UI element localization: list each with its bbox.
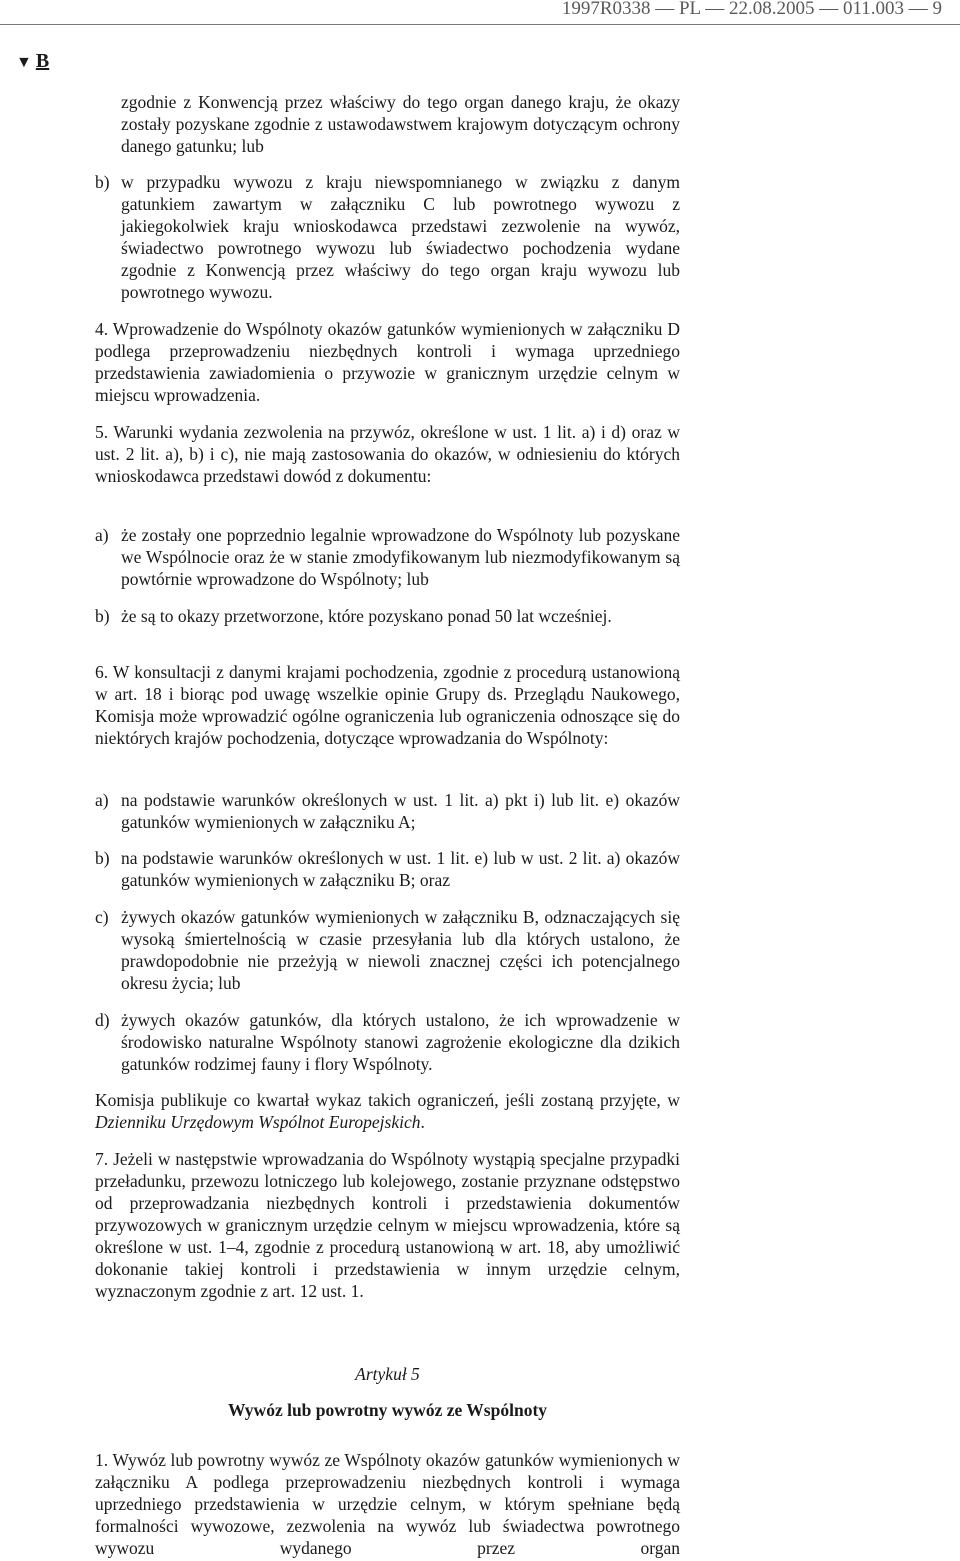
amendment-marker — [16, 50, 49, 73]
document-reference: 1997R0338 — PL — 22.08.2005 — 011.003 — 9 — [561, 0, 942, 19]
list-item-6d — [95, 1009, 680, 1075]
paragraph-4: 4. Wprowadzenie do Wspólnoty okazów gatunków wymienionych w załączniku D podlega przeprowadzeniu niezbędnych kontroli i wymaga uprzedniego przedstawienia zawiadomienia o przywozie w granicznym urzędzie celnym w miejscu wprowadzenia. — [95, 319, 680, 405]
list-label: a) — [95, 790, 109, 810]
paragraph-7: 7. Jeżeli w następstwie wprowadzania do Wspólnoty wystąpią specjalne przypadki przeładunku, przewozu lotniczego lub kolejowego, zostanie przyznane odstępstwo od przeprowadzania niezbędnych kontroli i przedstawienia dokumentów przywozowych w granicznym urzędzie celnym w miejscu wprowadzenia, które są określone w ust. 1–4, zgodnie z procedurą ustanowioną w art. 18, aby umożliwić dokonanie takiej kontroli i przedstawienia w innym urzędzie celnym, wyznaczonym zgodnie z art. 12 ust. 1. — [95, 1149, 680, 1301]
triangle-down-icon: ▼ — [16, 54, 32, 71]
page-header — [0, 0, 960, 26]
list-text: żywych okazów gatunków, dla których ustalono, że ich wprowadzenie w środowisko naturalne Wspólnoty stanowi zagrożenie ekologiczne dla dzikich gatunków rodzimej fauny i flory Wspólnoty. — [121, 1010, 680, 1074]
article-5-paragraph-1: 1. Wywóz lub powrotny wywóz ze Wspólnoty okazów gatunków wymienionych w załączniku A podlega przeprowadzeniu niezbędnych kontroli i wymaga uprzedniego przedstawienia w urzędzie celnym, w którym spełniane będą formalności wywozowe, zezwolenia na wywóz lub świadectwa powrotnego wywozu wydanego przez organ — [95, 1450, 680, 1558]
paragraph-5: 5. Warunki wydania zezwolenia na przywóz, określone w ust. 1 lit. a) i d) oraz w ust. 2 lit. a), b) i c), nie mają zastosowania do okazów, w odniesieniu do których wnioskodawca przedstawi dowód z dokumentu: — [95, 422, 680, 486]
list-label: b) — [95, 848, 110, 868]
list-item-5a — [95, 524, 680, 590]
list-item-b — [95, 171, 680, 303]
list-item-6c — [95, 906, 680, 994]
list-text: w przypadku wywozu z kraju niewspomnianego w związku z danym gatunkiem zawartym w załączniku C lub powrotnego wywozu z jakiegokolwiek kraju wnioskodawca przedstawi zezwolenie na wywóz, świadectwo powrotnego wywozu lub świadectwo pochodzenia wydane zgodnie z Konwencją przez właściwy do tego organ kraju wywozu lub powrotnego wywozu. — [121, 172, 680, 302]
journal-title: Dzienniku Urzędowym Wspólnot Europejskich — [95, 1112, 421, 1132]
header-rule — [0, 24, 960, 25]
list-text: żywych okazów gatunków wymienionych w załączniku B, odznaczających się wysoką śmiertelnością w czasie przesyłania lub dla których ustalono, że prawdopodobnie nie przeżyją w niewoli znacznej części ich potencjalnego okresu życia; lub — [121, 907, 680, 993]
list-label: b) — [95, 606, 110, 626]
list-text: na podstawie warunków określonych w ust. 1 lit. a) pkt i) lub lit. e) okazów gatunków wymienionych w załączniku A; — [121, 790, 680, 832]
list-label: a) — [95, 525, 109, 545]
publication-end: . — [420, 1112, 425, 1132]
commission-publication-paragraph — [95, 1089, 680, 1133]
paragraph-6: 6. W konsultacji z danymi krajami pochodzenia, zgodnie z procedurą ustanowioną w art. 18 i biorąc pod uwagę wszelkie opinie Grupy ds. Przeglądu Naukowego, Komisja może wprowadzić ogólne ograniczenia lub ograniczenia odnoszące się do niektórych krajów pochodzenia, dotyczące wprowadzania do Wspólnoty: — [95, 662, 680, 748]
list-item-6b — [95, 847, 680, 891]
list-label: b) — [95, 172, 110, 192]
amendment-code: B — [35, 50, 50, 72]
list-label: c) — [95, 907, 109, 927]
list-item-6a — [95, 789, 680, 833]
list-text: na podstawie warunków określonych w ust. 1 lit. e) lub w ust. 2 lit. a) okazów gatunków wymienionych w załączniku B; oraz — [121, 848, 680, 890]
list-text: że zostały one poprzednio legalnie wprowadzone do Wspólnoty lub pozyskane we Wspólnocie oraz że w stanie zmodyfikowanym lub niezmodyfikowanym są powtórnie wprowadzone do Wspólnoty; lub — [121, 525, 680, 589]
publication-text: Komisja publikuje co kwartał wykaz takich ograniczeń, jeśli zostaną przyjęte, w — [95, 1090, 680, 1110]
list-item-5b — [95, 605, 680, 627]
article-title: Artykuł 5 — [355, 1364, 420, 1384]
article-heading: Wywóz lub powrotny wywóz ze Wspólnoty — [227, 1400, 548, 1420]
continuation-paragraph: zgodnie z Konwencją przez właściwy do tego organ danego kraju, że okazy zostały pozyskane zgodnie z ustawodawstwem krajowym dotyczącym ochrony danego gatunku; lub — [121, 92, 680, 156]
list-text: że są to okazy przetworzone, które pozyskano ponad 50 lat wcześniej. — [121, 606, 612, 626]
list-label: d) — [95, 1010, 110, 1030]
